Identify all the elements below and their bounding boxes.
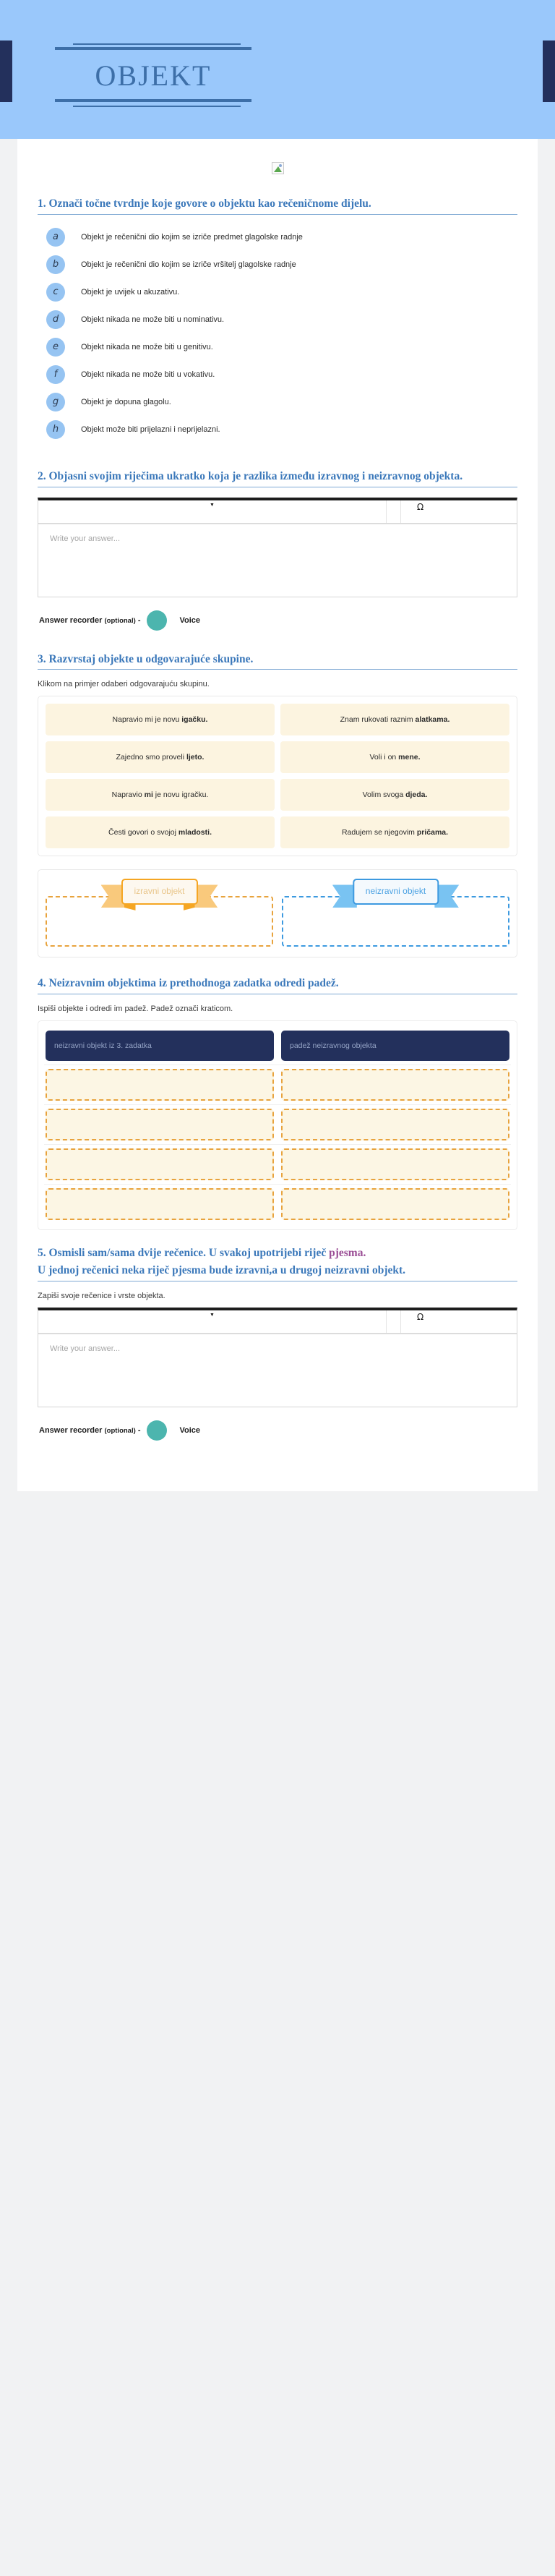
question-1-title: 1. Označi točne tvrdnje koje govore o objektu kao rečeničnome dijelu. <box>38 197 371 210</box>
option-e[interactable] <box>46 338 517 357</box>
sort-card[interactable] <box>280 816 509 848</box>
sort-card-prefix: Napravio mi je novu <box>112 715 182 724</box>
table-input-padez[interactable] <box>281 1188 509 1220</box>
question-3-divider <box>38 669 517 670</box>
question-5-recorder <box>38 1407 517 1458</box>
record-button[interactable] <box>147 610 167 631</box>
option-f-bullet[interactable]: f <box>46 365 65 384</box>
font-dropdown[interactable] <box>38 1310 387 1333</box>
chevron-down-icon[interactable]: ▼ <box>210 1312 215 1318</box>
question-3-instruction: Klikom na primjer odaberi odgovarajuću skupinu. <box>38 680 210 689</box>
option-h[interactable] <box>46 420 517 439</box>
hero-rule-bottom-thin <box>73 106 241 107</box>
sort-card-bold: igačku. <box>181 715 208 724</box>
recorder-optional-text: (optional) <box>104 1426 136 1435</box>
option-f[interactable] <box>46 365 517 384</box>
table-input-objekt[interactable] <box>46 1148 274 1180</box>
question-5-title-part1: 5. Osmisli sam/sama dvije rečenice. U svakoj upotrijebi riječ <box>38 1247 330 1260</box>
option-b-label: Objekt je rečenični dio kojim se izriče vršitelj glagolske radnje <box>81 260 296 269</box>
question-2-answer-input[interactable]: Write your answer... <box>50 534 120 543</box>
question-3-title: 3. Razvrstaj objekte u odgovarajuće skupine. <box>38 652 254 665</box>
question-5-answer-input[interactable]: Write your answer... <box>50 1344 120 1353</box>
option-b[interactable] <box>46 255 517 274</box>
option-h-bullet[interactable]: h <box>46 420 65 439</box>
page-title: OBJEKT <box>95 59 212 92</box>
option-d-label: Objekt nikada ne može biti u nominativu. <box>81 315 225 324</box>
table-row <box>44 1145 511 1185</box>
question-5-instruction: Zapiši svoje rečenice i vrste objekta. <box>38 1291 165 1300</box>
question-4-instruction: Ispiši objekte i odredi im padež. Padež označi kraticom. <box>38 1005 233 1014</box>
table-input-padez[interactable] <box>281 1109 509 1140</box>
worksheet-body <box>17 139 538 1491</box>
question-5 <box>38 1246 517 1458</box>
hero-title-block <box>55 43 259 107</box>
hero-right-bar <box>543 40 555 102</box>
option-c-bullet[interactable]: c <box>46 283 65 302</box>
sort-card[interactable] <box>280 741 509 773</box>
sort-card-prefix: Znam rukovati raznim <box>340 715 416 724</box>
hero-left-bar <box>0 40 12 102</box>
option-g-label: Objekt je dopuna glagolu. <box>81 397 171 406</box>
table-input-objekt[interactable] <box>46 1109 274 1140</box>
sort-card-prefix: Voli i on <box>369 752 399 762</box>
recorder-label-text: Answer recorder <box>39 1425 103 1435</box>
sort-card-prefix: Volim svoga <box>362 790 406 799</box>
sort-card-bold: mladosti. <box>178 827 212 837</box>
sort-card[interactable] <box>280 779 509 811</box>
question-4-table <box>38 1020 517 1230</box>
toolbar-spacer <box>387 1310 401 1333</box>
sort-card-bold: djeda. <box>405 790 428 799</box>
broken-image-icon <box>272 162 284 174</box>
sort-card[interactable] <box>46 779 275 811</box>
special-character-button[interactable]: Ω <box>417 1311 424 1322</box>
option-e-label: Objekt nikada ne može biti u genitivu. <box>81 342 213 351</box>
sort-card[interactable] <box>280 704 509 735</box>
option-h-label: Objekt može biti prijelazni i neprijelazni. <box>81 425 220 434</box>
font-dropdown[interactable] <box>38 500 387 523</box>
option-a[interactable] <box>46 228 517 247</box>
recorder-label-text: Answer recorder <box>39 615 103 625</box>
question-4 <box>38 976 517 1230</box>
question-3 <box>38 652 517 958</box>
recorder-voice-label: Voice <box>179 1425 201 1435</box>
dropzone-neizravni[interactable] <box>282 879 509 947</box>
question-5-editor[interactable] <box>38 1308 517 1407</box>
option-c-label: Objekt je uvijek u akuzativu. <box>81 287 180 297</box>
question-2-title: 2. Objasni svojim riječima ukratko koja je razlika između izravnog i neizravnog objekta. <box>38 469 463 482</box>
option-f-label: Objekt nikada ne može biti u vokativu. <box>81 370 215 379</box>
option-a-bullet[interactable]: a <box>46 228 65 247</box>
table-header-padez: padež neizravnog objekta <box>281 1031 509 1061</box>
option-d-bullet[interactable]: d <box>46 310 65 329</box>
sort-card-bold: mene. <box>398 752 421 762</box>
table-input-padez[interactable] <box>281 1148 509 1180</box>
ribbon-neizravni <box>353 879 439 904</box>
dropzone-izravni[interactable] <box>46 879 273 947</box>
sort-card-bold: pričama. <box>416 827 449 837</box>
recorder-optional-text: (optional) <box>104 616 136 625</box>
question-3-dropzones <box>38 869 517 958</box>
recorder-label <box>39 1426 141 1435</box>
table-input-objekt[interactable] <box>46 1069 274 1101</box>
sort-card-prefix: Česti govori o svojoj <box>108 827 178 837</box>
option-d[interactable] <box>46 310 517 329</box>
sort-card[interactable] <box>46 741 275 773</box>
dropzone-neizravni-label: neizravni objekt <box>353 879 439 904</box>
recorder-label <box>39 616 141 625</box>
recorder-voice-label: Voice <box>179 615 201 625</box>
option-g[interactable] <box>46 393 517 411</box>
option-e-bullet[interactable]: e <box>46 338 65 357</box>
recorder-dash: - <box>137 615 141 625</box>
recorder-dash: - <box>137 1425 141 1435</box>
question-1 <box>38 197 517 465</box>
special-character-button[interactable]: Ω <box>417 501 424 512</box>
table-row <box>44 1105 511 1145</box>
sort-card-prefix: Napravio <box>111 790 145 799</box>
sort-card[interactable] <box>46 704 275 735</box>
record-button[interactable] <box>147 1420 167 1441</box>
question-5-highlight-word: pjesma. <box>329 1247 366 1260</box>
question-2-editor[interactable] <box>38 498 517 597</box>
dropzone-izravni-label: izravni objekt <box>121 879 197 904</box>
sort-card-suffix: je novu igračku. <box>152 790 209 799</box>
question-4-title: 4. Neizravnim objektima iz prethodnoga zadatka odredi padež. <box>38 977 339 990</box>
hero-banner <box>0 0 555 139</box>
sort-card-bold: mi <box>144 790 153 799</box>
question-5-title-line2: U jednoj rečenici neka riječ pjesma bude izravni,a u drugoj neizravni objekt. <box>38 1264 406 1277</box>
table-row <box>44 1185 511 1224</box>
question-5-title <box>38 1246 517 1263</box>
sort-card-prefix: Zajedno smo proveli <box>116 752 186 762</box>
question-1-divider <box>38 214 517 215</box>
table-input-padez[interactable] <box>281 1069 509 1101</box>
sort-card-bold: ljeto. <box>186 752 205 762</box>
option-b-bullet[interactable]: b <box>46 255 65 274</box>
table-header-objekt: neizravni objekt iz 3. zadatka <box>46 1031 274 1061</box>
table-row <box>44 1065 511 1105</box>
table-header-row <box>44 1027 511 1065</box>
question-2-toolbar <box>38 500 517 524</box>
sort-card-prefix: Radujem se njegovim <box>341 827 417 837</box>
question-5-toolbar <box>38 1310 517 1334</box>
option-c[interactable] <box>46 283 517 302</box>
option-a-label: Objekt je rečenični dio kojim se izriče predmet glagolske radnje <box>81 232 303 242</box>
sort-card-bold: alatkama. <box>415 715 450 724</box>
image-placeholder-area <box>38 149 517 197</box>
table-input-objekt[interactable] <box>46 1188 274 1220</box>
option-g-bullet[interactable]: g <box>46 393 65 411</box>
sort-card[interactable] <box>46 816 275 848</box>
ribbon-izravni <box>121 879 197 904</box>
question-3-card-grid <box>38 696 517 856</box>
chevron-down-icon[interactable]: ▼ <box>210 502 215 508</box>
question-2-recorder <box>38 597 517 648</box>
toolbar-spacer <box>387 500 401 523</box>
question-1-options <box>38 225 517 465</box>
question-2 <box>38 469 517 648</box>
